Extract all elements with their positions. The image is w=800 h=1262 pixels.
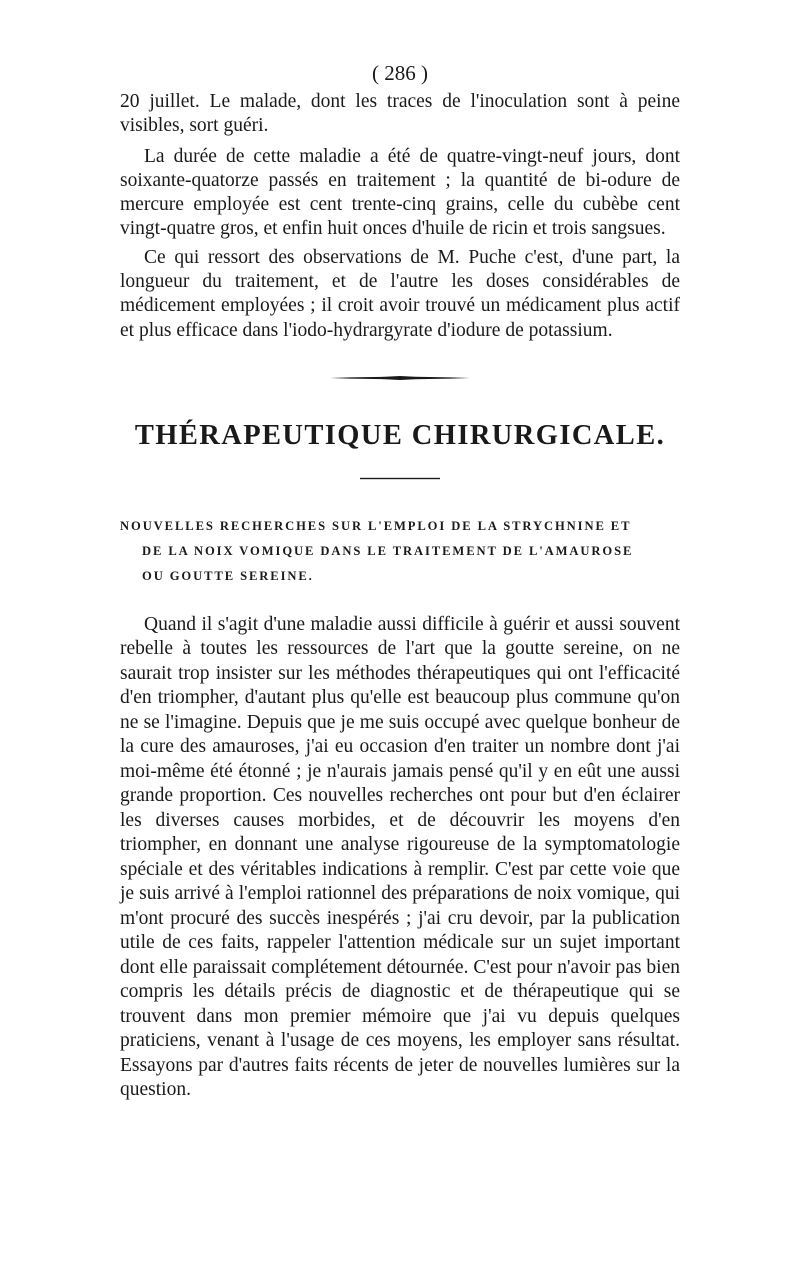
article-title-line-1: NOUVELLES RECHERCHES SUR L'EMPLOI DE LA STRYCHNINE ET — [120, 518, 632, 533]
paragraph-duration: La durée de cette maladie a été de quatre-vingt-neuf jours, dont soixante-quatorze passés en traitement ; la quantité de bi-odure de mercure employée est cent trente-cinq grains, celle du cubèbe cent vingt-quatre gros, et enfin huit onces d'huile de ricin et trois sangsues. — [120, 145, 680, 240]
article-title-line-2: DE LA NOIX VOMIQUE DANS LE TRAITEMENT DE L'AMAUROSE — [142, 543, 634, 558]
section-divider-ornament — [330, 375, 470, 381]
article-title — [120, 514, 680, 589]
article-body-paragraph: Quand il s'agit d'une maladie aussi difficile à guérir et aussi souvent rebelle à toutes les ressources de l'art que la goutte sereine, on ne saurait trop insister sur les méthodes thérapeutiques qui ont l'efficacité d'en triompher, d'autant plus qu'elle est beaucoup plus commune qu'on ne se l'imagine. Depuis que je me suis occupé avec quelque bonheur de la cure des amauroses, j'ai eu occasion d'en traiter un nombre dont j'ai moi-même été étonné ; je n'aurais jamais pensé qu'il y en eût une aussi grande proportion. Ces nouvelles recherches ont pour but d'en éclairer les diverses causes morbides, et de découvrir les moyens d'en triompher, en donnant une analyse rigoureuse de la symptomatologie spéciale et des véritables indications à remplir. C'est par cette voie que je suis arrivé à l'emploi rationnel des préparations de noix vomique, qui m'ont procuré des succès inespérés ; j'ai cru devoir, par la publication utile de ces faits, rappeler l'attention médicale sur un sujet important dont elle paraissait complétement détournée. C'est pour n'avoir pas bien compris les détails précis de diagnostic et de thérapeutique qui se trouvent dans mon premier mémoire que j'ai vu depuis quelques praticiens, venant à l'usage de ces moyens, les employer sans résultat. Essayons par d'autres faits récents de jeter de nouvelles lumières sur la question. — [120, 613, 680, 1101]
article-title-line-3: OU GOUTTE SEREINE. — [142, 568, 314, 583]
title-rule — [360, 477, 440, 480]
page-number: ( 286 ) — [372, 61, 428, 85]
section-title: THÉRAPEUTIQUE CHIRURGICALE. — [134, 419, 666, 451]
paragraph-discharge: 20 juillet. Le malade, dont les traces de l'inoculation sont à peine visibles, sort guéri. — [120, 91, 680, 137]
page — [120, 60, 680, 1122]
paragraph-observations: Ce qui ressort des observations de M. Puche c'est, d'une part, la longueur du traitement, et de l'autre les doses considérables de médicement employées ; il croit avoir trouvé un médicament plus actif et plus efficace dans l'iodo-hydrargyrate d'iodure de potassium. — [120, 246, 680, 341]
